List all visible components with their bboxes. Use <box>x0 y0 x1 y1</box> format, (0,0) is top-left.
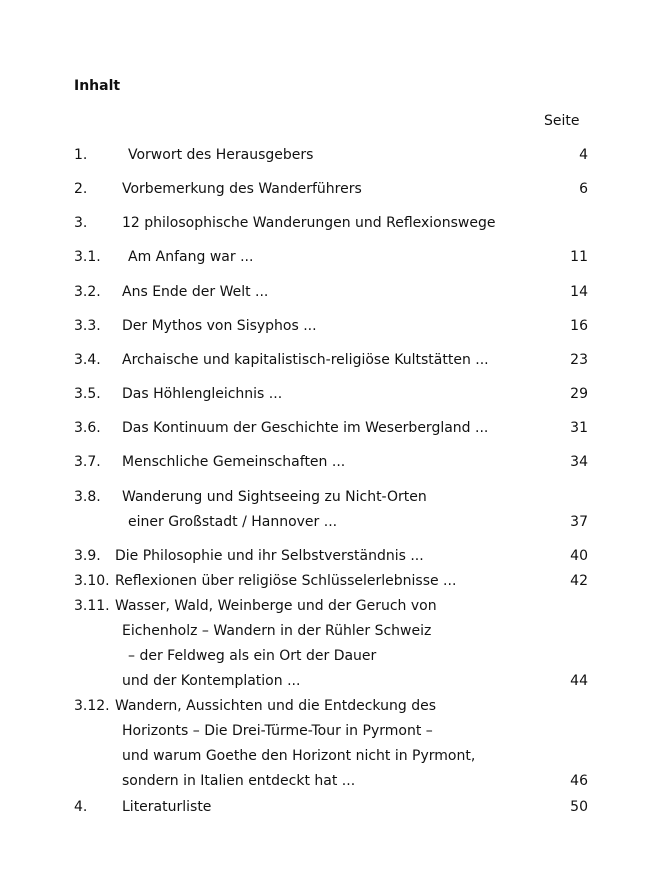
toc-entry-page-number: 4 <box>579 147 588 163</box>
toc-entry-number: 3.10. <box>74 573 110 589</box>
toc-entry-title-line: Wasser, Wald, Weinberge und der Geruch von <box>115 598 437 614</box>
toc-entry-page-number: 23 <box>570 352 588 368</box>
toc-entry-title-line: Die Philosophie und ihr Selbstverständnis ... <box>115 548 424 564</box>
toc-entry-title-line: Am Anfang war ... <box>128 249 254 265</box>
toc-entry-number: 3.6. <box>74 420 101 436</box>
toc-entry-page-number: 34 <box>570 454 588 470</box>
toc-entry-title-line: und warum Goethe den Horizont nicht in Pyrmont, <box>122 748 476 764</box>
toc-entry-title-line: Vorbemerkung des Wanderführers <box>122 181 362 197</box>
toc-entry-title-line: Reflexionen über religiöse Schlüsselerlebnisse ... <box>115 573 457 589</box>
toc-entry-title-line: Literaturliste <box>122 799 212 815</box>
toc-entry-page-number: 42 <box>570 573 588 589</box>
toc-entry-page-number: 6 <box>579 181 588 197</box>
toc-entry-title-line: Menschliche Gemeinschaften ... <box>122 454 346 470</box>
toc-entry-title-line: sondern in Italien entdeckt hat ... <box>122 773 356 789</box>
toc-entry-number: 3.9. <box>74 548 101 564</box>
toc-entry-number: 3.3. <box>74 318 101 334</box>
toc-entry-number: 3.5. <box>74 386 101 402</box>
toc-entry-page-number: 29 <box>570 386 588 402</box>
toc-entry-number: 3.11. <box>74 598 110 614</box>
toc-entry-page-number: 37 <box>570 514 588 530</box>
toc-entry-number: 3.1. <box>74 249 101 265</box>
toc-entry-title-line: Der Mythos von Sisyphos ... <box>122 318 317 334</box>
toc-entry-page-number: 50 <box>570 799 588 815</box>
toc-entry-number: 3. <box>74 215 88 231</box>
toc-entry-title-line: – der Feldweg als ein Ort der Dauer <box>128 648 377 664</box>
toc-entry-title-line: und der Kontemplation ... <box>122 673 301 689</box>
toc-entry-number: 3.7. <box>74 454 101 470</box>
toc-entry-number: 3.8. <box>74 489 101 505</box>
toc-entry-number: 1. <box>74 147 88 163</box>
toc-entry-number: 2. <box>74 181 88 197</box>
toc-entry-title-line: 12 philosophische Wanderungen und Reflexionswege <box>122 215 496 231</box>
toc-entry-page-number: 44 <box>570 673 588 689</box>
toc-entry-page-number: 14 <box>570 284 588 300</box>
toc-entry-title-line: einer Großstadt / Hannover ... <box>128 514 338 530</box>
toc-entry-title-line: Das Höhlengleichnis ... <box>122 386 283 402</box>
toc-entry-title-line: Archaische und kapitalistisch-religiöse Kultstätten ... <box>122 352 489 368</box>
toc-entry-page-number: 16 <box>570 318 588 334</box>
toc-entry-title-line: Das Kontinuum der Geschichte im Weserbergland ... <box>122 420 489 436</box>
toc-entry-title-line: Vorwort des Herausgebers <box>128 147 314 163</box>
toc-entry-page-number: 46 <box>570 773 588 789</box>
toc-entry-title-line: Wandern, Aussichten und die Entdeckung des <box>115 698 436 714</box>
toc-entry-number: 3.12. <box>74 698 110 714</box>
toc-entry-number: 3.4. <box>74 352 101 368</box>
toc-entry-page-number: 31 <box>570 420 588 436</box>
toc-entry-number: 3.2. <box>74 284 101 300</box>
toc-entry-number: 4. <box>74 799 88 815</box>
toc-entry-title-line: Eichenholz – Wandern in der Rühler Schweiz <box>122 623 432 639</box>
toc-title: Inhalt <box>74 78 121 94</box>
toc-entry-title-line: Wanderung und Sightseeing zu Nicht-Orten <box>122 489 427 505</box>
toc-entry-page-number: 40 <box>570 548 588 564</box>
toc-entry-title-line: Horizonts – Die Drei-Türme-Tour in Pyrmont – <box>122 723 433 739</box>
page-column-header: Seite <box>544 113 580 129</box>
toc-entry-title-line: Ans Ende der Welt ... <box>122 284 269 300</box>
toc-entry-page-number: 11 <box>570 249 588 265</box>
